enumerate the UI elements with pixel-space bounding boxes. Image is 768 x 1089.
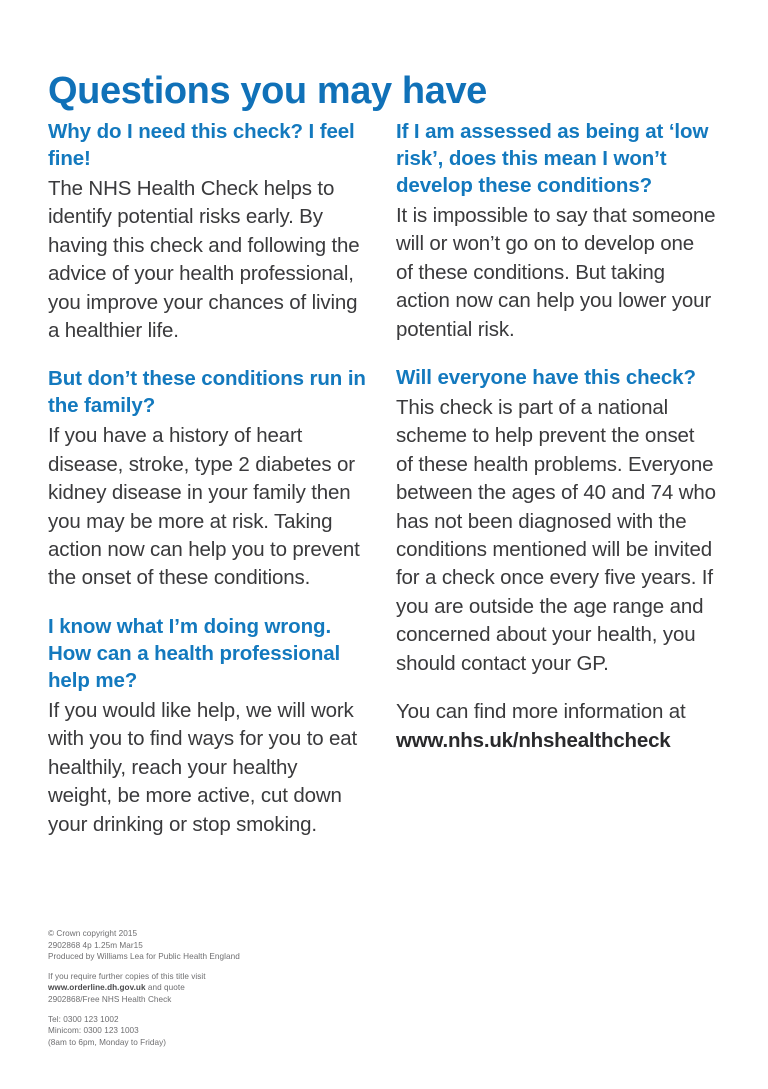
more-information-paragraph xyxy=(396,698,716,755)
qa-paragraph: It is impossible to say that someone will or won’t go on to develop one of these conditions. But taking action now can help you lower your potential risk. xyxy=(396,204,716,341)
qa-heading: Will everyone have this check? xyxy=(396,366,696,390)
footer xyxy=(48,928,428,1048)
qa-heading: But don’t these conditions run in the family? xyxy=(48,367,366,418)
footer-producer: Produced by Williams Lea for Public Health England xyxy=(48,952,240,962)
qa-block-run-in-family xyxy=(48,365,366,592)
orderline-url[interactable]: www.orderline.dh.gov.uk xyxy=(48,983,146,993)
footer-quote-code: 2902868/Free NHS Health Check xyxy=(48,994,172,1004)
qa-block-will-everyone xyxy=(396,364,716,755)
footer-orderline-line xyxy=(48,982,428,994)
footer-quote-suffix: and quote xyxy=(145,983,185,993)
footer-copyright: © Crown copyright 2015 xyxy=(48,929,138,938)
qa-paragraph: If you have a history of heart disease, stroke, type 2 diabetes or kidney disease in your family then you may be more at risk. Taking action now can help you to prevent the onset of these conditions. xyxy=(48,424,360,590)
qa-paragraph: The NHS Health Check helps to identify potential risks early. By having this check and following the advice of your health professional, you improve your chances of living a healthier life. xyxy=(48,177,360,343)
footer-orderline-group xyxy=(48,971,428,1006)
right-column xyxy=(396,118,716,775)
qa-paragraph: If you would like help, we will work with you to find ways for you to eat healthily, reach your healthy weight, be more active, cut down your drinking or stop smoking. xyxy=(48,698,358,836)
qa-paragraph: This check is part of a national scheme to help prevent the onset of these health problems. Everyone between the ages of 40 and 74 who has not been diagnosed with the conditions mentioned will be invited for a check once every five years. If you are outside the age range and concerned about your health, you should contact your GP. xyxy=(396,396,716,675)
qa-block-low-risk xyxy=(396,118,716,344)
more-information-text: You can find more information at xyxy=(396,700,686,724)
qa-heading: If I am assessed as being at ‘low risk’, does this mean I won’t develop these conditions? xyxy=(396,120,709,197)
qa-heading: I know what I’m doing wrong. How can a health professional help me? xyxy=(48,614,341,692)
left-column xyxy=(48,118,366,859)
footer-minicom: Minicom: 0300 123 1003 xyxy=(48,1026,139,1036)
page-title: Questions you may have xyxy=(48,70,487,113)
footer-product-code: 2902868 4p 1.25m Mar15 xyxy=(48,940,143,950)
qa-heading: Why do I need this check? I feel fine! xyxy=(48,120,355,170)
qa-block-why-need-check xyxy=(48,118,366,345)
footer-copies-intro: If you require further copies of this title visit xyxy=(48,971,206,981)
footer-opening-hours: (8am to 6pm, Monday to Friday) xyxy=(48,1037,166,1047)
footer-telephone: Tel: 0300 123 1002 xyxy=(48,1014,119,1024)
qa-block-doing-wrong xyxy=(48,613,366,839)
nhs-healthcheck-url[interactable]: www.nhs.uk/nhshealthcheck xyxy=(396,728,671,752)
footer-copyright-group xyxy=(48,928,428,963)
footer-contact-group xyxy=(48,1014,428,1049)
